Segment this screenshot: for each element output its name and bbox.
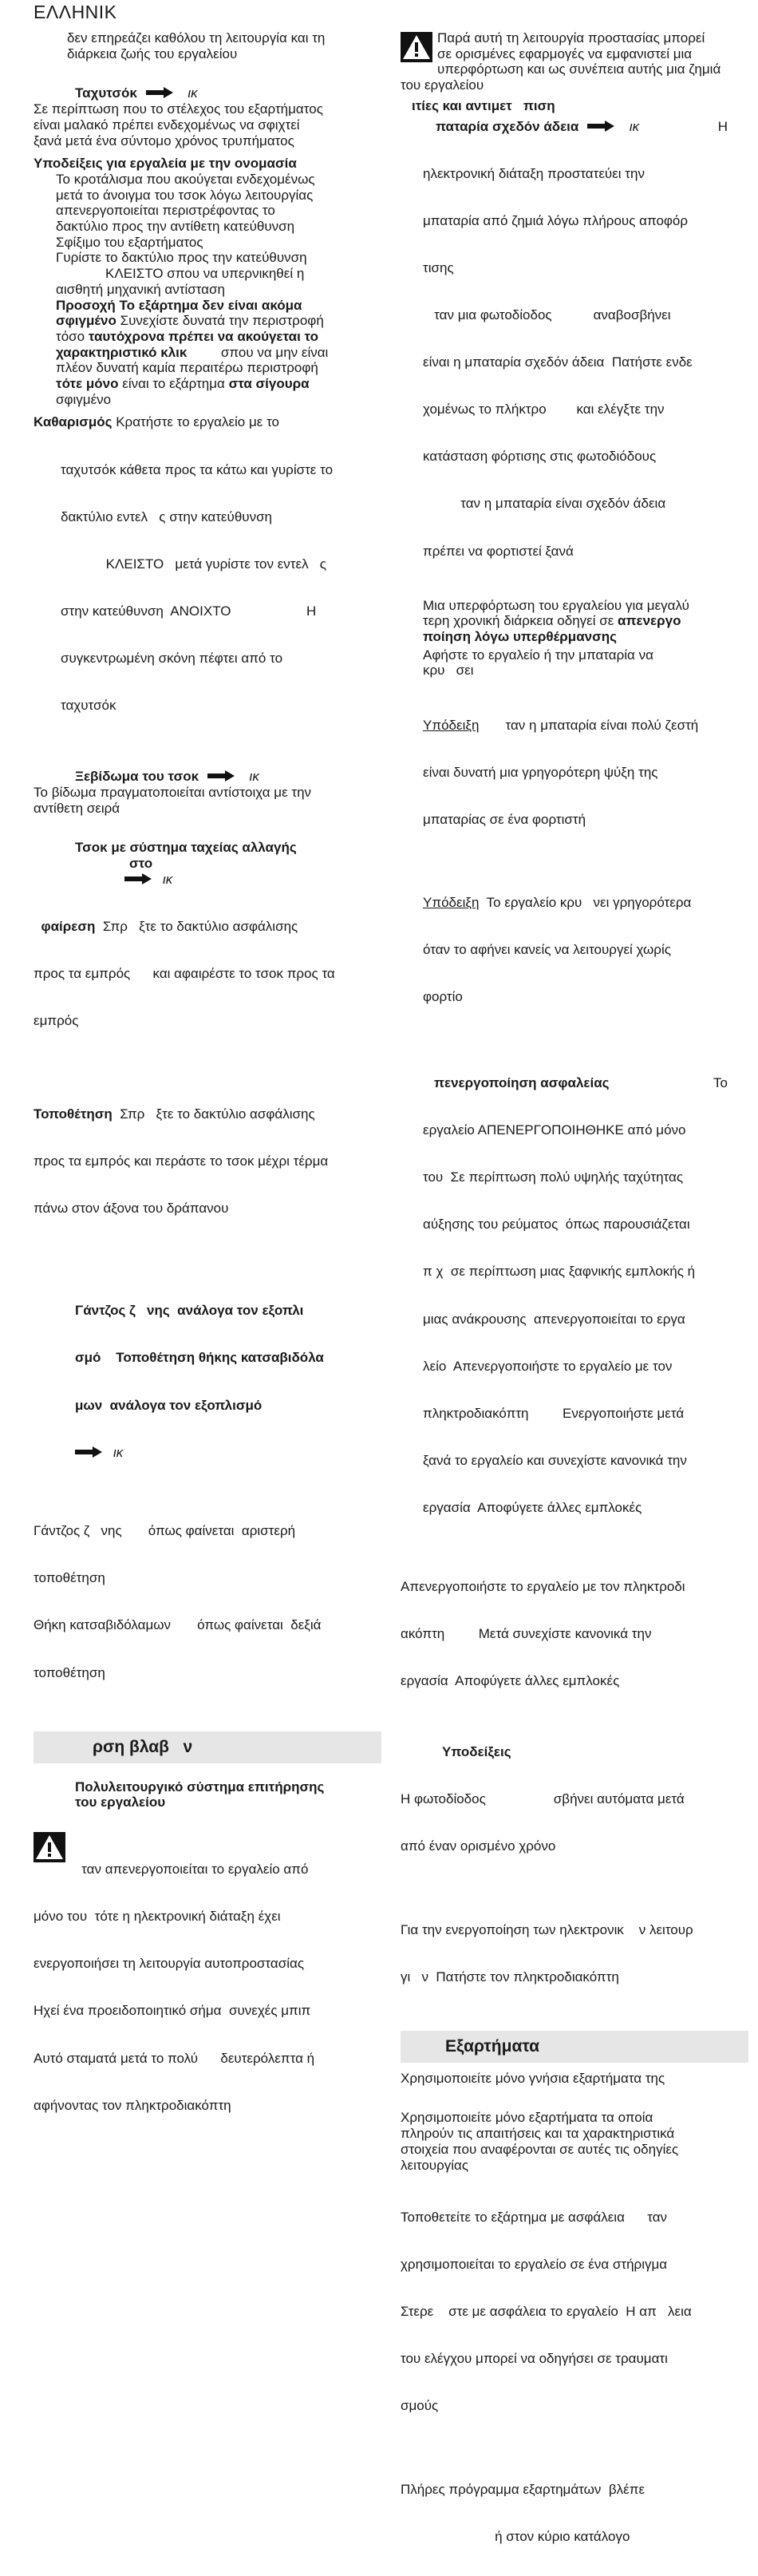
chuck-heading: Ταχυτσόκ ικ: [75, 85, 198, 101]
arrow-right-icon: [207, 770, 235, 782]
remove-paragraph: φαίρεση Σπρ ξτε το δακτύλιο ασφάλισης προς τα εμπρός και αφαιρέστε το τσοκ προς τα εμπρός: [34, 918, 335, 1029]
monitor-heading: Πολυλειτουργικό σύστημα επιτήρησης του εργαλείου: [75, 1779, 325, 1810]
accessories-paragraph-2: Χρησιμοποιείτε μόνο εξαρτήματα τα οποία πληρούν τις απαιτήσεις και τα χαρακτηριστικά στοιχεία που αναφέρονται σε αυτές τις οδηγίες λειτουργίας: [401, 2110, 679, 2173]
warning-triangle-icon: [401, 32, 432, 62]
mount-paragraph: Τοποθέτηση Σπρ ξτε το δακτύλιο ασφάλισης προς τα εμπρός και περάστε το τσοκ μέχρι τέρμα πάνω στον άξονα του δράπανου: [34, 1106, 329, 1216]
accessories-paragraph-4: Πλήρες πρόγραμμα εξαρτημάτων βλέπε ή στον κύριο κατάλογο: [401, 2481, 645, 2544]
accessories-paragraph-3: Τοποθετείτε το εξάρτημα με ασφάλεια ταν χρησιμοποιείται το εργαλείο σε ένα στήριγμα Στερε στε με ασφάλεια το εργαλείο Η απ λεια του ελέγχου μπορεί να οδηγήσει σε τραυματι σμούς: [401, 2209, 692, 2414]
safety-paragraph: πενεργοποίηση ασφαλείας Το εργαλείο ΑΠΕΝΕΡΓΟΠΟΙΗΘΗΚΕ από μόνο του Σε περίπτωση πολύ υψηλής ταχύτητας αύξησης του ρεύματος όπως παρουσιάζεται π χ σε περίπτωση μιας ξαφνικής εμπλοκής ή μιας ανάκρουσης απενεργοποιείται το εργα λείο Απενεργοποιήστε το εργαλείο με τον πληκτροδιακόπτη Ενεργοποιήστε μετά ξανά το εργαλείο και συνεχίστε κανονικά την εργασία Αποφύγετε άλλες εμπλοκές: [423, 1075, 728, 1515]
battery-heading: παταρία σχεδόν άδεια ικ Η: [436, 118, 728, 134]
note1-paragraph: Υπόδειξη ταν η μπαταρία είναι πολύ ζεστή είναι δυνατή μια γρηγορότερη ψύξη της μπαταρίας σε ένα φορτιστή: [423, 717, 699, 827]
battery-paragraph: ηλεκτρονική διάταξη προστατεύει την μπαταρία από ζημιά λόγω πλήρους αποφόρ τισης ταν μια φωτοδίοδος αναβοσβήνει είναι η μπαταρία σχεδόν άδεια Πατήστε ενδε χομένως το πλήκτρο και ελέγξτε την κατάσταση φόρτισης στις φωτοδιόδους ταν η μπαταρία είναι σχεδόν άδεια πρέπει να φορτιστεί ξανά: [423, 165, 693, 559]
chuck-paragraph: Σε περίπτωση που το στέλεχος του εξαρτήματος είναι μαλακό πρέπει ενδεχομένως να σφιχτεί ξανά μετά ένα σύντομο χρόνος τρυπήματος: [34, 101, 323, 148]
warning-paragraph: Παρά αυτή τη λειτουργία προστασίας μπορεί σε ορισμένες εφαρμογές να εμφανιστεί μια υπερφόρτωση και ως συνέπεια αυτής μια ζημιά του εργαλείου: [401, 30, 721, 93]
after-paragraph: Απενεργοποιήστε το εργαλείο με τον πληκτροδι ακόπτη Μετά συνεχίστε κανονικά την εργασία Αποφύγετε άλλες εμπλοκές: [401, 1578, 685, 1688]
tips-paragraph: Το κροτάλισμα που ακούγεται ενδεχομένως μετά το άνοιγμα του τσοκ λόγω λειτουργίας απενεργοποιείται περιστρέφοντας το δακτύλιο προς την αντίθετη κατεύθυνση Σφίξιμο του εξαρτήματος Γυρίστε το δακτύλιο προς την κατεύθυνση ΚΛΕΙΣΤΟ σπου να υπερνικηθεί η αισθητή μηχανική αντίσταση Προσοχή Το εξάρτημα δεν είναι ακόμα σφιγμένο Συνεχίστε δυνατά την περιστροφή τόσο ταυτόχρονα πρέπει να ακούγεται το χαρακτηριστικό κλικ σπου να μην είναι πλέον δυνατή καμία περαιτέρω περιστροφή τότε μόνο είναι το εξάρτημα στα σίγουρα σφιγμένο: [56, 171, 329, 407]
quick-change-heading: Τσοκ με σύστημα ταχείας αλλαγής στο ικ: [75, 840, 297, 887]
arrow-right-icon: [75, 1446, 102, 1458]
left-column: [34, 30, 381, 2145]
hints-paragraph-2: Για την ενεργοποίηση των ηλεκτρονικ ν λειτουρ γι ν Πατήστε τον πληκτροδιακόπτη: [401, 1921, 693, 1984]
unscrew-heading: Ξεβίδωμα του τσοκ ικ: [75, 769, 259, 785]
overload-paragraph: Μια υπερφόρτωση του εργαλείου για μεγαλύ τερη χρονική διάρκεια οδηγεί σε απενεργο ποίηση λόγω υπερθέρμανσης Αφήστε το εργαλείο ή την μπαταρία να κρυ σει: [423, 597, 689, 679]
hook-heading: Γάντζος ζ νης ανάλογα τον εξοπλι σμό Τοποθέτηση θήκης κατσαβιδόλα μων ανάλογα τον εξοπλισμό ικ: [75, 1303, 324, 1460]
unscrew-paragraph: Το βίδωμα πραγματοποιείται αντίστοιχα με την αντίθετη σειρά: [34, 784, 312, 816]
causes-heading: ιτίες και αντιμετ πιση: [412, 97, 555, 113]
page-language-header: ΕΛΛΗΝΙΚ: [34, 2, 117, 22]
cleaning-paragraph-first: Καθαρισμός Κρατήστε το εργαλείο με το: [34, 414, 280, 430]
arrow-right-icon: [587, 121, 614, 132]
cleaning-paragraph: ταχυτσόκ κάθετα προς τα κάτω και γυρίστε το δακτύλιο εντελ ς στην κατεύθυνση ΚΛΕΙΣΤΟ μετά γυρίστε τον εντελ ς στην κατεύθυνση ΑΝΟΙΧΤΟ Η συγκεντρωμένη σκόνη πέφτει από το ταχυτσόκ: [61, 461, 334, 714]
note2-paragraph: Υπόδειξη Το εργαλείο κρυ νει γρηγορότερα όταν το αφήνει κανείς να λειτουργεί χωρίς φορτίο: [423, 895, 692, 1005]
tips-heading: Υποδείξεις για εργαλεία με την ονομασία: [34, 156, 297, 172]
section-accessories-bar: Εξαρτήματα: [401, 2031, 748, 2063]
hints-heading: Υποδείξεις: [442, 1743, 511, 1759]
warning-triangle-icon: [34, 1832, 65, 1862]
right-column: [401, 30, 748, 2576]
arrow-right-icon: [124, 873, 152, 884]
arrow-right-icon: [146, 87, 173, 98]
intro-paragraph: δεν επηρεάζει καθόλου τη λειτουργία και τη διάρκεια ζωής του εργαλείου: [67, 30, 326, 61]
monitor-paragraph: ταν απενεργοποιείται το εργαλείο από μόνο του τότε η ηλεκτρονική διάταξη έχει ενεργοποιήσει τη λειτουργία αυτοπροστασίας Ηχεί ένα προειδοποιητικό σήμα συνεχές μπιπ Αυτό σταματά μετά το πολύ δευτερόλεπτα ή αφήνοντας τον πληκτροδιακόπτη: [34, 1814, 381, 2145]
accessories-line-1: Χρησιμοποιείτε μόνο γνήσια εξαρτήματα της: [401, 2070, 665, 2086]
hints-paragraph-1: Η φωτοδίοδος σβήνει αυτόματα μετά από έναν ορισμένο χρόνο: [401, 1791, 685, 1854]
hook-paragraph: Γάντζος ζ νης όπως φαίνεται αριστερή τοποθέτηση Θήκη κατσαβιδόλαμων όπως φαίνεται δεξιά τοποθέτηση: [34, 1523, 322, 1680]
section-troubleshooting-bar: ρση βλαβ ν: [34, 1731, 381, 1763]
